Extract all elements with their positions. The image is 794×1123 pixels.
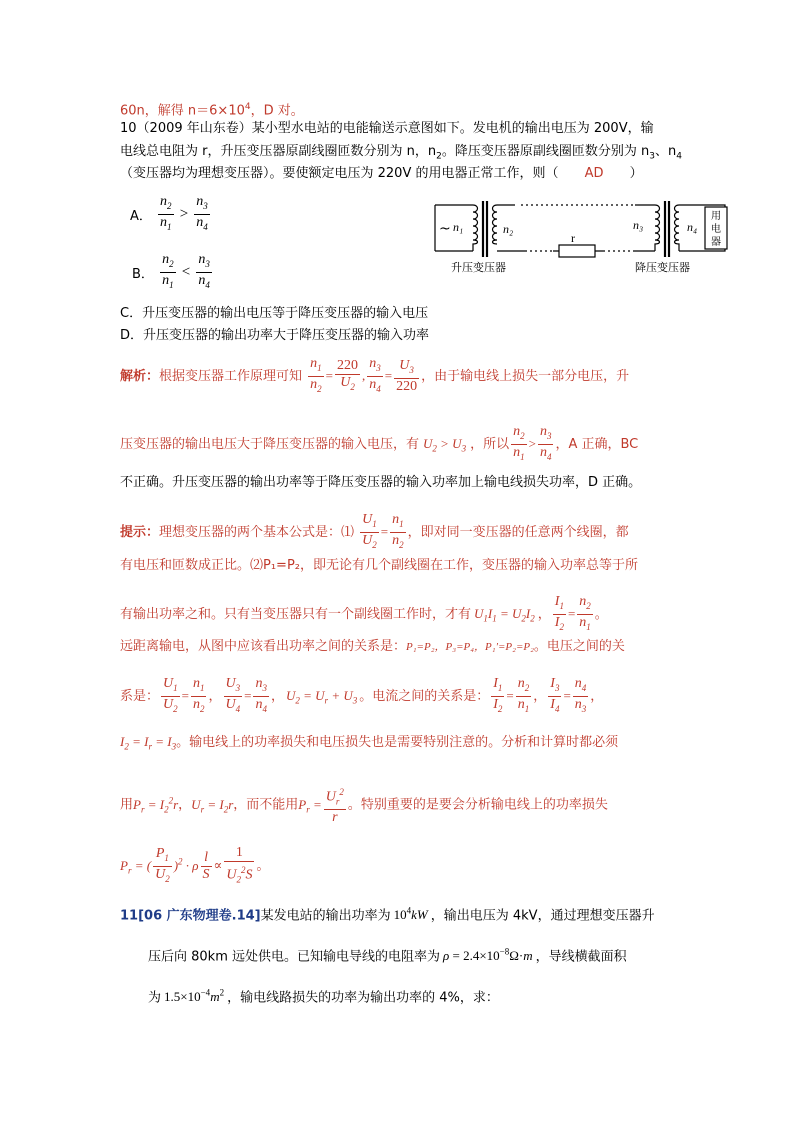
frac-n3-n4-a: $\frac{n_3}{n_4}$ bbox=[369, 356, 381, 394]
frac-n1-n2-b: $\frac{n_1}{n_2}$ bbox=[192, 676, 205, 714]
hint-line4 bbox=[120, 638, 625, 656]
analysis-text-2c: ，A 正确，BC bbox=[555, 436, 639, 452]
q10-sub-2: 2 bbox=[436, 151, 442, 162]
q10-sub-3: 3 bbox=[649, 151, 655, 162]
q10-line1: 10（2009 年山东卷）某小型水电站的电能输送示意图如下。发电机的输出电压为 200V，输 bbox=[120, 121, 654, 136]
frac-n2-n1-h: $\frac{n_2}{n_1}$ bbox=[579, 594, 591, 632]
hint-text-1b: ，即对同一变压器的任意两个线圈，都 bbox=[407, 524, 629, 540]
frac-1-u2s: $\frac{1}{U_2^2S}$ bbox=[226, 845, 253, 885]
q11-text-1b: ，输出电压为 4kV，通过理想变压器升 bbox=[430, 908, 655, 924]
analysis-line2: 压变压器的输出电压大于降压变压器的输入电压，有 $U_2 > U_3$ ，所以 $\frac{n_2}{n_1}$ > $\frac{n_3}{n_4}$ ，A 正确，BC bbox=[120, 424, 638, 465]
analysis-text-2b: ，所以 bbox=[470, 436, 510, 452]
q9-exponent: 4 bbox=[244, 102, 251, 112]
hint-powers: P₁=P₂，P₃=P₄，P₁′=P₂=P₂ bbox=[406, 641, 534, 653]
hint-line3: 有输出功率之和。只有当变压器只有一个副线圈工作时，才有 $U_1I_1 = U_2I_2$ ， $\frac{I_1}{I_2}$ = $\frac{n_2}{n_1}$ 。 bbox=[120, 594, 608, 635]
frac-220-u2: $\frac{220}{U_2}$ bbox=[337, 357, 359, 392]
step-up-label: 升压变压器 bbox=[451, 261, 506, 274]
frac-n3-n4-b: $\frac{n_3}{n_4}$ bbox=[198, 252, 210, 290]
frac-n4-n3: $\frac{n_4}{n_3}$ bbox=[574, 676, 587, 714]
label-r: r bbox=[571, 231, 575, 245]
q11-text-3a: 为 bbox=[148, 990, 162, 1006]
q10-line3-text: （变压器均为理想变压器）。要使额定电压为 220V 的用电器正常工作，则（ bbox=[120, 166, 559, 181]
frac-n3-n4-h: $\frac{n_3}{n_4}$ bbox=[255, 676, 267, 714]
hint-text-5b: 。电流之间的关系是： bbox=[359, 688, 490, 704]
q10-sub-4: 4 bbox=[676, 151, 682, 162]
q10-line2-b: 。降压变压器原副线圈匝数分别为 n bbox=[441, 144, 650, 159]
frac-n1-n2-h: $\frac{n_1}{n_2}$ bbox=[392, 512, 404, 550]
analysis-text-2a: 压变压器的输出电压大于降压变压器的输入电压，有 bbox=[120, 436, 420, 452]
q11-text-1a: 某发电站的输出功率为 bbox=[260, 908, 391, 924]
q10-line2 bbox=[120, 143, 682, 166]
option-c: C．升压变压器的输出电压等于降压变压器的输入电压 bbox=[120, 306, 429, 321]
q11-label: 11[06 广东物理卷.14] bbox=[120, 908, 261, 924]
analysis-text-1b: ，由于输电线上损失一部分电压，升 bbox=[421, 368, 630, 384]
q10-sep: 、n bbox=[654, 144, 677, 159]
load-char-2: 电 bbox=[711, 224, 721, 235]
frac-u1-u2: $\frac{U_1}{U_2}$ bbox=[362, 512, 377, 550]
hint-line8: $P_r$ = ( $\frac{P_1}{U_2}$ )$^2$ · ρ $\frac{l}{S}$ ∝ $\frac{1}{U_2^2S}$ 。 bbox=[120, 845, 270, 887]
hint-line2: 有电压和匝数成正比。⑵P₁=P₂，即无论有几个副线圈在工作，变压器的输入功率总等于所 bbox=[120, 558, 638, 573]
frac-n2-n1-c: $\frac{n_2}{n_1}$ bbox=[513, 424, 525, 462]
frac-i1-i2: $\frac{I_1}{I_2}$ bbox=[554, 594, 564, 632]
hint-text-5a: 系是： bbox=[120, 688, 160, 704]
frac-u1-u2-b: $\frac{U_1}{U_2}$ bbox=[163, 676, 178, 714]
analysis-text-1: 根据变压器工作原理可知 bbox=[159, 368, 303, 384]
hint-line6: $I_2 = I_r = I_3$。输电线上的功率损失和电压损失也是需要特别注意的。分析和计算时都必须 bbox=[120, 734, 619, 752]
analysis-line1: 解析：根据变压器工作原理可知 $\frac{n_1}{n_2}$ = $\frac{220}{U_2}$ , $\frac{n_3}{n_4}$ = $\frac{U_3}{220}$ ，由于输电线上损失一部分电压，升 bbox=[120, 356, 629, 397]
label-n1: n₁ bbox=[453, 220, 464, 234]
frac-l-s: $\frac{l}{S}$ bbox=[202, 849, 210, 882]
frac-ur2-r: $\frac{U_r^2}{r}$ bbox=[324, 784, 346, 826]
frac-n3-n4: $\frac{n_3}{n_4}$ bbox=[196, 194, 208, 232]
frac-n2-n1: $\frac{n_2}{n_1}$ bbox=[160, 194, 172, 232]
ac-source-symbol: ~ bbox=[439, 221, 451, 237]
hint-text-3: 有输出功率之和。只有当变压器只有一个副线圈工作时，才有 bbox=[120, 606, 472, 622]
label-n3: n₃ bbox=[633, 218, 644, 232]
hint-line5: 系是： $\frac{U_1}{U_2}$ = $\frac{n_1}{n_2}$ ， $\frac{U_3}{U_4}$ = $\frac{n_3}{n_4}$ ， $U_2 = U_r + U_3$ 。电流之间的关系是： $\frac{I_1}{I_2}$ = $\frac{n_2}{n_1}$ ， $\frac{I_3}{I_4}$ = $\frac{n_4}{n_3}$ ， bbox=[120, 676, 603, 717]
hint-text-7b: ，而不能用 bbox=[233, 797, 299, 813]
frac-p1-u2: $\frac{P_1}{U_2}$ bbox=[155, 845, 170, 884]
q11-text-3b: ，输电线路损失的功率为输出功率的 4%，求： bbox=[227, 990, 499, 1006]
q9-text: 60n，解得 n＝6×10 bbox=[120, 103, 245, 119]
frac-u3-220: $\frac{U_3}{220}$ bbox=[396, 357, 418, 394]
frac-i3-i4: $\frac{I_3}{I_4}$ bbox=[550, 676, 560, 714]
hint-text-4b: 。电压之间的关 bbox=[533, 639, 625, 654]
hint-text-7c: 。特别重要的是要会分析输电线上的功率损失 bbox=[347, 797, 608, 813]
option-d: D．升压变压器的输出功率大于降压变压器的输入功率 bbox=[120, 328, 430, 343]
q9-answer-line bbox=[120, 98, 304, 120]
hint-label: 提示： bbox=[120, 524, 160, 540]
hint-line1: 提示：理想变压器的两个基本公式是：⑴ $\frac{U_1}{U_2}$ = $\frac{n_1}{n_2}$ ，即对同一变压器的任意两个线圈，都 bbox=[120, 512, 629, 553]
q9-suffix: ，D 对。 bbox=[250, 103, 304, 119]
frac-n3-n4-c: $\frac{n_3}{n_4}$ bbox=[539, 424, 552, 462]
q11-text-2b: ，导线横截面积 bbox=[535, 949, 627, 965]
q10-line3 bbox=[120, 165, 643, 183]
q10-answer: AD bbox=[584, 166, 604, 181]
analysis-label: 解析： bbox=[120, 368, 160, 384]
load-char-1: 用 bbox=[711, 211, 721, 222]
frac-n2-n1-d: $\frac{n_2}{n_1}$ bbox=[517, 676, 530, 714]
q11-line3: 为 $1.5\times 10^{-4}m^2$ ，输电线路损失的功率为输出功率的 4%，求： bbox=[148, 988, 499, 1006]
option-a: A． $\frac{n_2}{n_1}$ > $\frac{n_3}{n_4}$ bbox=[130, 194, 212, 235]
hint-line7: 用$P_r = I_2^2r$，$U_r = I_2r$，而不能用$P_r$ = $\frac{U_r^2}{r}$ 。特别重要的是要会分析输电线上的功率损失 bbox=[120, 784, 608, 826]
hint-text-4a: 远距离输电，从图中应该看出功率之间的关系是： bbox=[120, 639, 407, 654]
q11-text-2a: 压后向 80km 远处供电。已知输电导线的电阻率为 bbox=[148, 949, 440, 965]
transmission-diagram bbox=[425, 195, 743, 277]
option-a-label: A． bbox=[130, 208, 152, 224]
q10-close-paren: ） bbox=[629, 166, 643, 181]
hint-text-6: 。输电线上的功率损失和电压损失也是需要特别注意的。分析和计算时都必须 bbox=[176, 735, 619, 750]
hint-text-7a: 用 bbox=[120, 797, 134, 813]
label-n2: n₂ bbox=[503, 222, 514, 236]
frac-u3-u4: $\frac{U_3}{U_4}$ bbox=[225, 676, 241, 714]
hint-end: 。 bbox=[256, 858, 270, 874]
q10-line2-a: 电线总电阻为 r，升压变压器原副线圈匝数分别为 n，n bbox=[120, 144, 437, 159]
frac-i1-i2-b: $\frac{I_1}{I_2}$ bbox=[493, 676, 503, 714]
q11-line1: 11[06 广东物理卷.14]某发电站的输出功率为 $10^4kW$ ，输出电压为 4kV，通过理想变压器升 bbox=[120, 906, 655, 924]
option-b: B． $\frac{n_2}{n_1}$ < $\frac{n_3}{n_4}$ bbox=[132, 252, 214, 293]
load-char-3: 器 bbox=[711, 237, 721, 248]
option-b-label: B． bbox=[132, 266, 154, 282]
frac-n2-n1-b: $\frac{n_2}{n_1}$ bbox=[162, 252, 174, 290]
q11-line2: 压后向 80km 远处供电。已知输电导线的电阻率为 $\rho = 2.4\times 10^{-8}\Omega\cdot m$ ，导线横截面积 bbox=[148, 947, 627, 965]
hint-text-1: 理想变压器的两个基本公式是：⑴ bbox=[159, 524, 355, 540]
frac-n1-n2: $\frac{n_1}{n_2}$ bbox=[310, 356, 322, 394]
label-n4: n₄ bbox=[687, 220, 698, 234]
step-down-label: 降压变压器 bbox=[635, 261, 690, 274]
analysis-line3: 不正确。升压变压器的输出功率等于降压变压器的输入功率加上输电线损失功率，D 正确。 bbox=[120, 475, 642, 490]
